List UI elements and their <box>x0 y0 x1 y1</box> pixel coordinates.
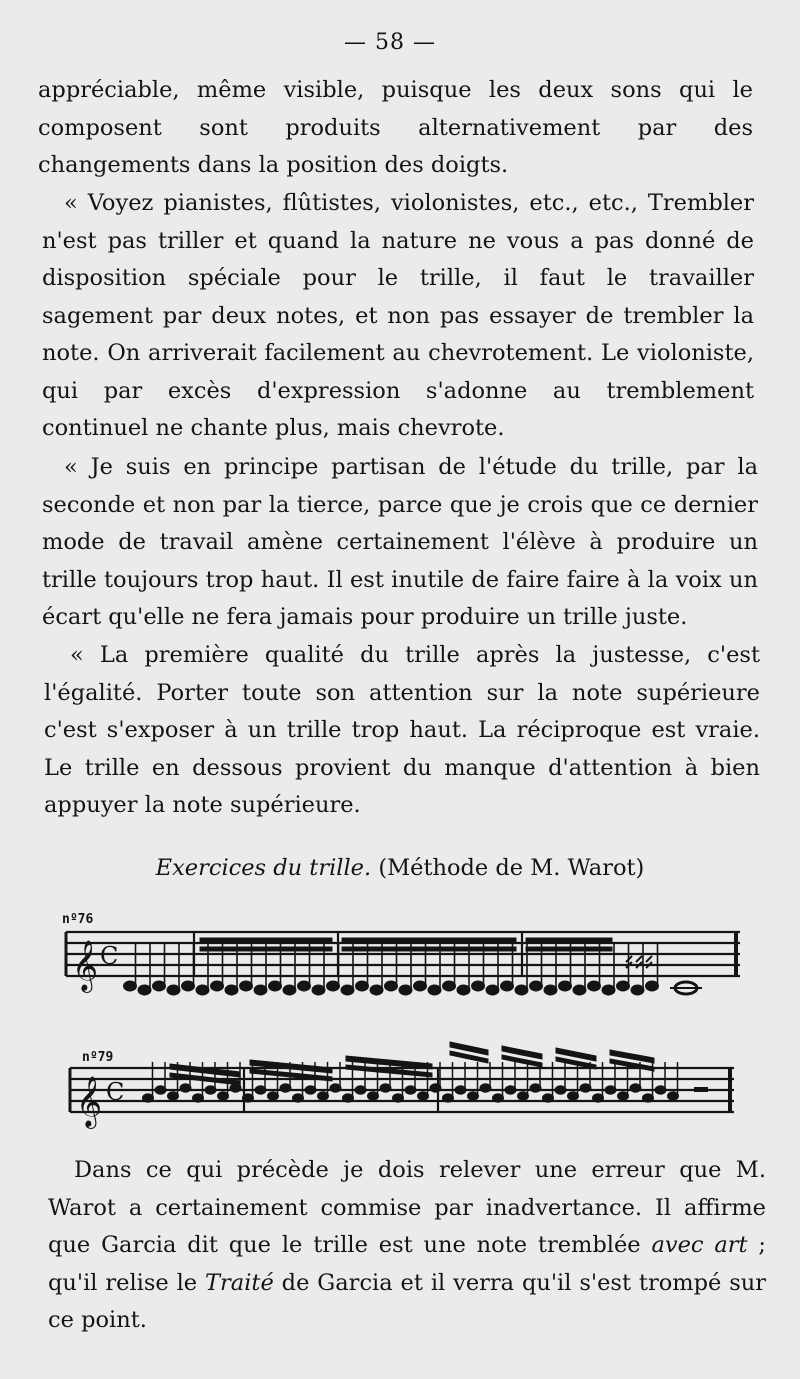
note-head <box>341 985 354 995</box>
note-head <box>602 985 615 995</box>
note-head <box>124 981 137 991</box>
tremolo-mark <box>646 956 652 968</box>
note-head <box>370 985 383 995</box>
music-staff-1 <box>60 920 750 1010</box>
note-head <box>269 981 282 991</box>
note-head <box>225 985 238 995</box>
note-head <box>211 981 224 991</box>
paragraph-continued: appréciable, même visible, puisque les deux sons qui le composent sont produits alternativement par des changements dans la position des doigts. <box>38 77 753 178</box>
paragraph-final <box>48 1152 766 1340</box>
note-head <box>254 985 267 995</box>
note-head <box>588 981 601 991</box>
note-head <box>182 981 195 991</box>
treble-clef-icon: 𝄞 <box>76 1076 103 1127</box>
note-beam <box>200 938 332 943</box>
note-head <box>167 985 180 995</box>
note-head <box>298 981 311 991</box>
caption-title: Exercices du trille. <box>155 855 372 881</box>
note-head <box>530 981 543 991</box>
final-text-1: Dans ce qui précède je dois relever une erreur que M. Warot a certainement commise par inadvertance. Il affirme que Garcia dit que le trille est une note tremblée <box>48 1157 766 1258</box>
note-head <box>428 985 441 995</box>
paragraph-quote-1: « Voyez pianistes, flûtistes, violonistes, etc., etc., Trembler n'est pas triller et quand la nature ne vous a pas donné de disposition spéciale pour le trille, il faut le travailler sagement par deux notes, et non pas essayer de trembler la note. On arriverait facilement au chevrotement. Le violoniste, qui par excès d'expression s'adonne au tremblement continuel ne chante plus, mais chevrote. <box>42 190 754 441</box>
note-head <box>399 985 412 995</box>
note-head <box>240 981 253 991</box>
note-head <box>631 985 644 995</box>
example-label-1: nº76 <box>62 912 94 927</box>
exercise-caption <box>0 855 800 881</box>
half-rest <box>694 1087 708 1092</box>
note-beam <box>342 947 516 951</box>
page-number: — 58 — <box>344 30 436 55</box>
paragraph-quote-2: « Je suis en principe partisan de l'étude du trille, par la seconde et non par la tierce, parce que je crois que ce dernier mode de travail amène certainement l'élève à produire un trille toujours trop haut. Il est inutile de faire faire à la voix un écart qu'elle ne fera jamais pour produire un trille juste. <box>42 454 758 630</box>
note-head <box>472 981 485 991</box>
note-head <box>283 985 296 995</box>
note-head <box>501 981 514 991</box>
tremolo-mark <box>636 956 642 968</box>
note-head <box>138 985 151 995</box>
music-staff-2 <box>66 1030 742 1130</box>
note-head <box>153 981 166 991</box>
note-head <box>385 981 398 991</box>
note-head <box>559 981 572 991</box>
note-head <box>312 985 325 995</box>
caption-source: (Méthode de M. Warot) <box>378 855 645 881</box>
note-beam <box>200 947 332 951</box>
note-head <box>617 981 630 991</box>
note-beam <box>526 938 612 943</box>
note-head <box>573 985 586 995</box>
note-head <box>327 981 340 991</box>
note-head <box>515 985 528 995</box>
paragraph-quote-3: « La première qualité du trille après la justesse, c'est l'égalité. Porter toute son attention sur la note supérieure c'est s'exposer à un trille trop haut. La réciproque est vraie. Le trille en dessous provient du manque d'attention à bien appuyer la note supérieure. <box>44 642 760 818</box>
common-time-icon: C <box>106 1078 125 1106</box>
note-head <box>443 981 456 991</box>
note-head <box>196 985 209 995</box>
note-head <box>457 985 470 995</box>
note-beam <box>526 947 612 951</box>
note-beam <box>342 938 516 943</box>
final-italic-avec-art: avec art <box>651 1232 748 1258</box>
final-text-3: de Garcia et il verra qu'il s'est trompé sur ce point. <box>48 1269 766 1333</box>
treble-clef-icon: 𝄞 <box>72 940 99 991</box>
note-head <box>544 985 557 995</box>
final-italic-traite: Traité <box>205 1269 274 1296</box>
common-time-icon: C <box>100 942 119 970</box>
final-text-2: ; qu'il relise le <box>48 1232 766 1296</box>
note-head <box>356 981 369 991</box>
note-head <box>414 981 427 991</box>
example-label-2: nº79 <box>82 1050 114 1065</box>
note-head <box>646 981 659 991</box>
note-head <box>486 985 499 995</box>
